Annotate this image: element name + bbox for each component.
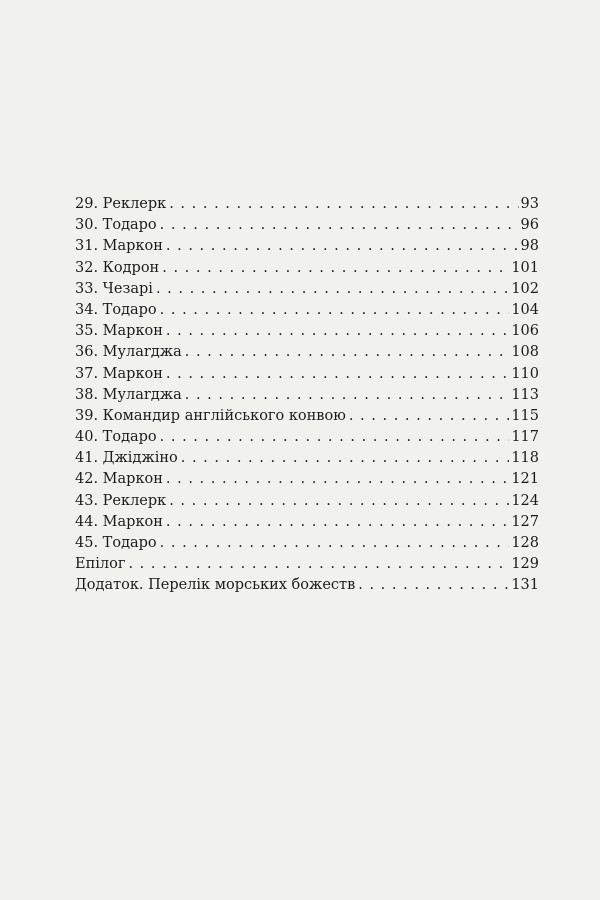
dot-leader [166,469,509,490]
toc-entry-title: 36. Мулarджа [75,344,182,361]
toc-entry-title: 41. Джіджіно [75,450,178,467]
toc-entry-title: 29. Реклерк [75,196,167,212]
toc-entry-title: 38. Мулarджа [75,386,182,403]
toc-entry-title: Додаток. Перелік морських божеств [75,577,356,594]
toc-entry-title: 45. Тодаро [75,535,157,551]
toc-entry-page: 96 [520,217,539,234]
toc-entry [75,533,539,554]
toc-entry-title: 30. Тодаро [75,217,157,234]
toc-entry [75,279,539,300]
dot-leader [166,512,509,533]
dot-leader [160,533,510,554]
toc-entry-page: 93 [520,196,539,212]
dot-leader [160,215,519,236]
toc-entry-title: 40. Тодаро [75,429,157,446]
dot-leader [128,554,509,575]
toc-entry [75,364,539,385]
toc-entry-title: 44. Маркон [75,513,163,530]
toc-entry [75,469,539,490]
toc-entry-title: Епілог [75,556,126,573]
toc-entry-title: 42. Маркон [75,471,163,488]
toc-entry-page: 124 [511,492,539,509]
dot-leader [181,448,510,469]
dot-leader [160,300,510,321]
dot-leader [166,321,509,342]
dot-leader [358,575,509,596]
toc-entry [75,448,539,469]
toc-entry-page: 121 [511,471,539,488]
toc-entry-page: 131 [511,577,539,594]
toc-entry [75,258,539,279]
toc-entry [75,512,539,533]
toc-entry-page: 110 [511,365,539,382]
toc-entry-title: 32. Кодрон [75,259,160,276]
toc-entry-page: 129 [511,556,539,573]
dot-leader [185,385,510,406]
toc-entry [75,300,539,321]
toc-entry-title: 43. Реклерк [75,492,167,509]
toc-entry-page: 98 [520,238,539,255]
toc-entry [75,194,539,215]
toc-entry-page: 118 [511,450,539,467]
toc-entry-title: 31. Маркон [75,238,163,255]
toc-entry [75,491,539,512]
dot-leader [169,491,509,512]
toc-entry-title: 34. Тодаро [75,301,157,318]
toc-entry [75,385,539,406]
dot-leader [160,427,510,448]
toc-entry-page: 117 [511,429,539,446]
toc-entry-page: 113 [511,386,539,403]
toc-entry [75,575,539,596]
toc-entry-page: 106 [511,323,539,340]
dot-leader [162,258,509,279]
toc-entry-page: 108 [511,344,539,361]
toc-entry-title: 37. Маркон [75,365,163,382]
dot-leader [169,194,518,215]
toc-entry-title: 35. Маркон [75,323,163,340]
toc-entry-page: 128 [511,535,539,551]
toc-entry-page: 101 [511,259,539,276]
dot-leader [156,279,509,300]
toc-entry-page: 127 [511,513,539,530]
dot-leader [166,236,519,257]
toc-entry [75,321,539,342]
dot-leader [349,406,509,427]
table-of-contents [75,194,539,597]
toc-entry [75,215,539,236]
dot-leader [166,364,509,385]
toc-entry-page: 102 [511,280,539,297]
dot-leader [185,342,510,363]
toc-entry-title: 39. Командир англійського конвою [75,407,346,424]
toc-entry [75,554,539,575]
toc-entry-title: 33. Чезарі [75,280,153,297]
toc-entry [75,342,539,363]
toc-entry [75,427,539,448]
toc-entry [75,406,539,427]
toc-entry-page: 115 [511,407,539,424]
toc-entry-page: 104 [511,301,539,318]
toc-entry [75,236,539,257]
